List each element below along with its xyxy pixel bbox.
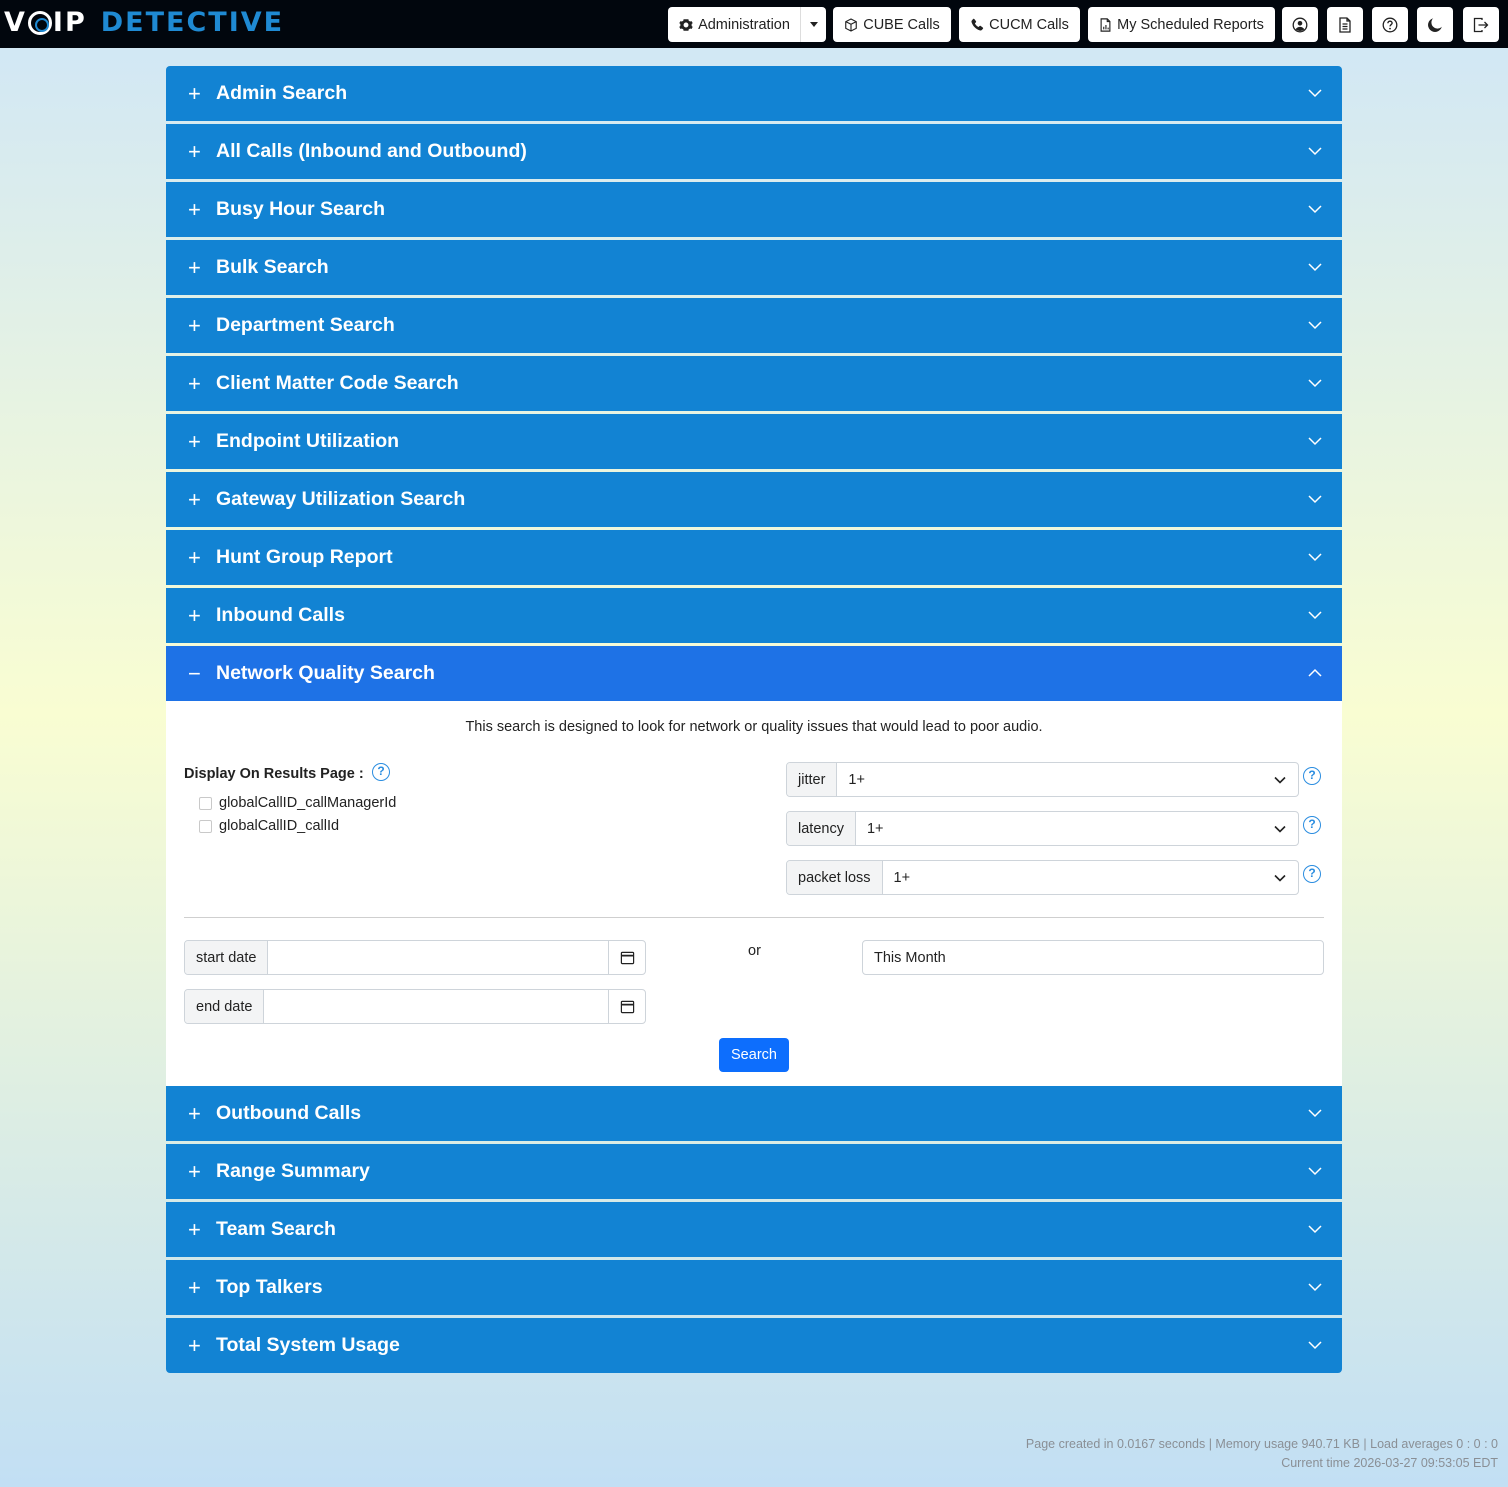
calendar-icon [620,999,635,1014]
accordion-title: Range Summary [216,1160,370,1182]
brand-logo[interactable] [4,4,284,40]
chevron-down-icon [1308,1164,1322,1178]
checkbox-callmanagerid[interactable] [199,797,212,810]
chevron-down-icon [1308,1222,1322,1236]
accordion-header-department-search[interactable] [166,298,1342,353]
calendar-icon [620,950,635,965]
plus-icon: + [188,196,201,222]
administration-button[interactable] [668,7,801,42]
accordion-item-total-system-usage [166,1318,1342,1373]
document-chart-icon [1099,18,1112,32]
accordion-title: Network Quality Search [216,662,435,684]
start-date-label: start date [185,941,268,974]
dark-mode-button[interactable] [1417,7,1453,42]
jitter-value: 1+ [848,771,865,788]
page-footer [1026,1435,1498,1473]
checkbox-row-callmanagerid [199,795,396,811]
top-navbar [0,0,1508,48]
help-icon[interactable]: ? [372,763,390,781]
accordion-title: All Calls (Inbound and Outbound) [216,140,527,162]
brand-voip: V IP [4,6,87,38]
accordion-title: Endpoint Utilization [216,430,400,452]
chevron-down-icon [1274,823,1286,835]
cube-icon [844,18,858,32]
search-description: This search is designed to look for network or quality issues that would lead to poor audio. [465,719,1043,735]
accordion-header-outbound-calls[interactable] [166,1086,1342,1141]
cucm-calls-button[interactable] [959,7,1080,42]
phone-icon [970,18,984,32]
my-scheduled-reports-label: My Scheduled Reports [1117,16,1264,33]
chevron-down-icon [1308,144,1322,158]
chevron-down-icon [1308,318,1322,332]
accordion-title: Hunt Group Report [216,546,393,568]
minus-icon: − [188,660,201,686]
accordion-title: Inbound Calls [216,604,345,626]
my-scheduled-reports-button[interactable] [1088,7,1275,42]
profile-button[interactable] [1282,7,1318,42]
end-date-input[interactable] [264,990,608,1023]
start-date-input[interactable] [268,941,608,974]
accordion-header-network-quality-search[interactable] [166,646,1342,701]
chevron-down-icon [1308,1106,1322,1120]
plus-icon: + [188,254,201,280]
footer-time: Current time 2026-03-27 09:53:05 EDT [1281,1456,1498,1470]
packet-loss-help-icon[interactable]: ? [1303,865,1321,883]
accordion-header-range-summary[interactable] [166,1144,1342,1199]
checkbox-callid[interactable] [199,820,212,833]
cube-calls-label: CUBE Calls [863,16,940,33]
accordion-item-inbound-calls [166,588,1342,643]
network-quality-search-form [166,701,1342,1086]
chevron-down-icon [1308,202,1322,216]
accordion-title: Team Search [216,1218,336,1240]
logout-icon [1473,17,1489,33]
cucm-calls-label: CUCM Calls [989,16,1069,33]
latency-label: latency [787,812,856,845]
search-accordion [166,66,1342,1376]
accordion-header-top-talkers[interactable] [166,1260,1342,1315]
accordion-item-hunt-group-report [166,530,1342,585]
accordion-item-bulk-search [166,240,1342,295]
cube-calls-button[interactable] [833,7,951,42]
footer-stats: Page created in 0.0167 seconds | Memory usage 940.71 KB | Load averages 0 : 0 : 0 [1025,1437,1498,1451]
plus-icon: + [188,1332,201,1358]
accordion-item-endpoint-utilization [166,414,1342,469]
checkbox-label: globalCallID_callId [219,818,340,834]
end-date-calendar-button[interactable] [608,990,645,1023]
latency-select[interactable] [856,812,1298,845]
logo-o-icon [28,11,52,35]
reports-button[interactable] [1327,7,1363,42]
gear-icon [679,18,693,32]
accordion-item-department-search [166,298,1342,353]
accordion-item-network-quality-search [166,646,1342,1086]
accordion-header-admin-search[interactable] [166,66,1342,121]
search-button[interactable]: Search [719,1038,789,1072]
accordion-title: Top Talkers [216,1276,323,1298]
chevron-down-icon [1308,86,1322,100]
plus-icon: + [188,1100,201,1126]
plus-icon: + [188,312,201,338]
user-circle-icon [1292,17,1308,33]
jitter-help-icon[interactable]: ? [1303,767,1321,785]
accordion-item-top-talkers [166,1260,1342,1315]
accordion-title: Client Matter Code Search [216,372,459,394]
accordion-header-team-search[interactable] [166,1202,1342,1257]
accordion-title: Gateway Utilization Search [216,488,466,510]
plus-icon: + [188,544,201,570]
accordion-header-all-calls[interactable] [166,124,1342,179]
latency-help-icon[interactable]: ? [1303,816,1321,834]
chevron-up-icon [1308,666,1322,680]
checkbox-label: globalCallID_callManagerId [219,795,397,811]
date-range-select[interactable] [862,940,1324,975]
date-range-value: This Month [874,949,946,966]
display-on-results-label: Display On Results Page : [184,766,364,782]
latency-filter [786,811,1299,846]
checkbox-row-callid [199,818,339,834]
accordion-item-busy-hour-search [166,182,1342,237]
packet-loss-label: packet loss [787,861,883,894]
accordion-item-all-calls [166,124,1342,179]
report-icon [1337,17,1353,33]
plus-icon: + [188,1158,201,1184]
start-date-group [184,940,646,975]
accordion-header-total-system-usage[interactable] [166,1318,1342,1373]
chevron-down-icon [1308,1280,1322,1294]
chevron-down-icon [1308,260,1322,274]
chevron-down-icon [1308,608,1322,622]
logout-button[interactable] [1463,7,1499,42]
chevron-down-icon [1308,376,1322,390]
accordion-title: Bulk Search [216,256,329,278]
accordion-header-busy-hour-search[interactable] [166,182,1342,237]
or-separator: or [748,943,761,959]
administration-label: Administration [698,16,790,33]
accordion-title: Admin Search [216,82,348,104]
accordion-title: Busy Hour Search [216,198,386,220]
packet-loss-filter [786,860,1299,895]
chevron-down-icon [1308,550,1322,564]
accordion-header-bulk-search[interactable] [166,240,1342,295]
accordion-item-range-summary [166,1144,1342,1199]
packet-loss-value: 1+ [893,869,911,886]
accordion-item-outbound-calls [166,1086,1342,1141]
start-date-calendar-button[interactable] [608,941,645,974]
plus-icon: + [188,138,201,164]
jitter-select[interactable] [837,763,1298,796]
accordion-header-hunt-group-report[interactable] [166,530,1342,585]
accordion-header-inbound-calls[interactable] [166,588,1342,643]
accordion-item-client-matter-code-search [166,356,1342,411]
dark-mode-icon [1427,17,1443,33]
plus-icon: + [188,428,201,454]
chevron-down-icon [1308,1338,1322,1352]
form-divider [184,917,1324,918]
plus-icon: + [188,80,201,106]
accordion-title: Department Search [216,314,395,336]
end-date-label: end date [185,990,264,1023]
accordion-item-team-search [166,1202,1342,1257]
jitter-filter [786,762,1299,797]
latency-value: 1+ [866,820,884,837]
accordion-title: Outbound Calls [216,1102,362,1124]
chevron-down-icon [1308,434,1322,448]
end-date-group [184,989,646,1024]
plus-icon: + [188,1274,201,1300]
accordion-header-endpoint-utilization[interactable] [166,414,1342,469]
chevron-down-icon [1308,492,1322,506]
packet-loss-select[interactable] [883,861,1298,894]
plus-icon: + [188,486,201,512]
accordion-header-gateway-utilization-search[interactable] [166,472,1342,527]
help-icon [1382,17,1398,33]
help-button[interactable] [1372,7,1408,42]
plus-icon: + [188,602,201,628]
plus-icon: + [188,370,201,396]
chevron-down-icon [1274,774,1286,786]
accordion-title: Total System Usage [216,1334,400,1356]
accordion-item-gateway-utilization-search [166,472,1342,527]
accordion-header-client-matter-code-search[interactable] [166,356,1342,411]
chevron-down-icon [1274,872,1286,884]
brand-detective: DETECTIVE [100,6,285,38]
plus-icon: + [188,1216,201,1242]
administration-dropdown-toggle[interactable] [800,7,826,42]
jitter-label: jitter [787,763,837,796]
accordion-item-admin-search [166,66,1342,121]
